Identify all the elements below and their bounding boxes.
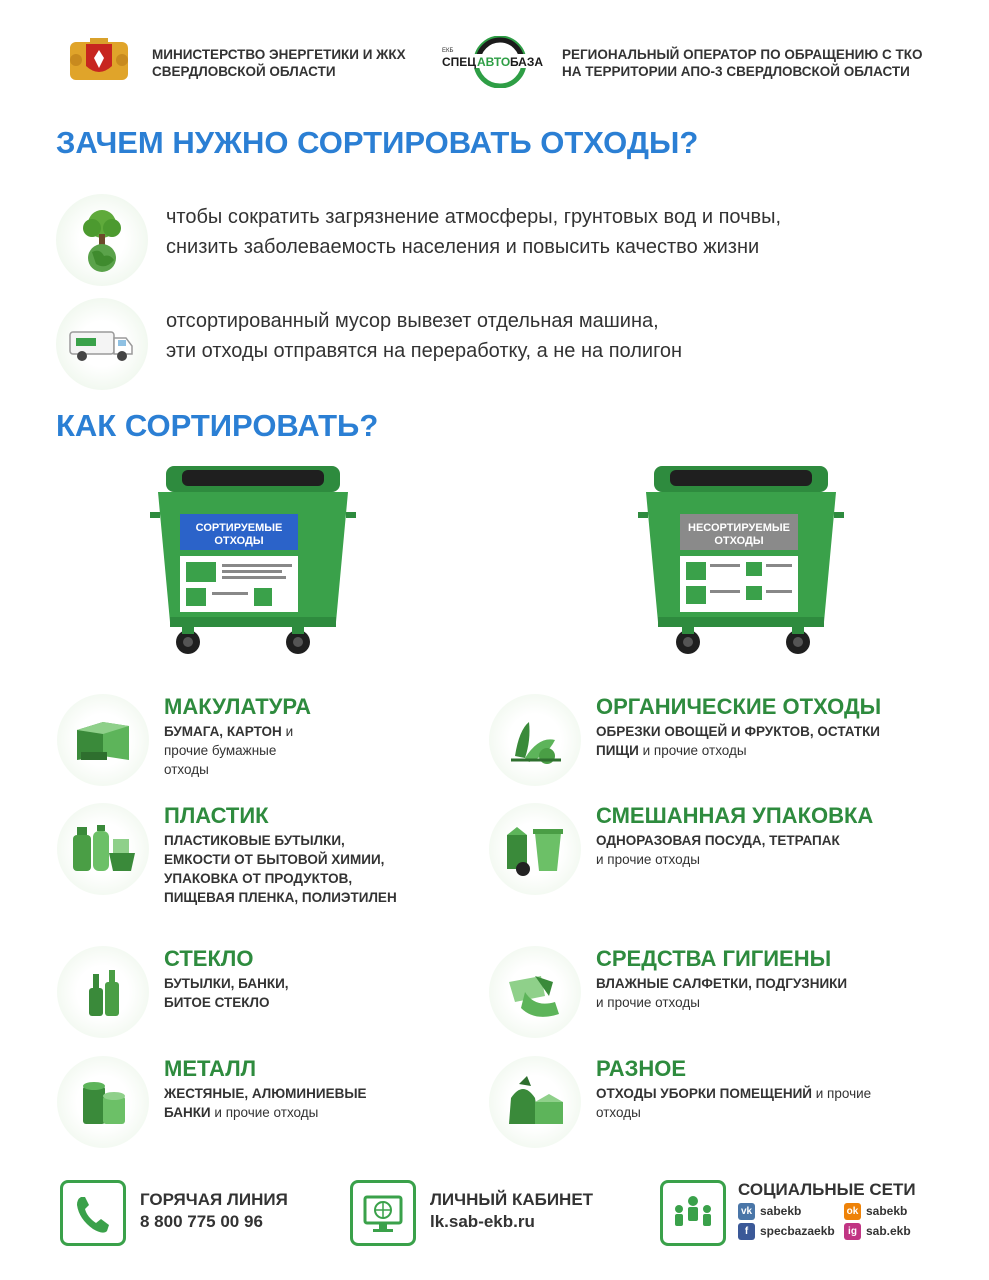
social-handle: sabekb: [866, 1204, 908, 1218]
category-title: МЕТАЛЛ: [164, 1056, 257, 1081]
category-title: СТЕКЛО: [164, 946, 254, 971]
why-title: ЗАЧЕМ НУЖНО СОРТИРОВАТЬ ОТХОДЫ?: [56, 125, 699, 160]
metal-icon: [63, 1062, 143, 1142]
category-description: [164, 722, 314, 779]
category-circle: [489, 803, 581, 895]
reason-circle: [56, 194, 148, 286]
category-circle: [57, 1056, 149, 1148]
misc-icon: [495, 1062, 575, 1142]
monitor-globe-icon: [353, 1183, 413, 1243]
category-extra: и прочие отходы: [642, 743, 747, 758]
logo-text-baza: БАЗА: [510, 55, 544, 69]
reason-line: чтобы сократить загрязнение атмосферы, грунтовых вод и почвы,: [166, 206, 782, 228]
bin-label-line-1: СОРТИРУЕМЫЕ: [195, 522, 283, 534]
operator-line-2: НА ТЕРРИТОРИИ АПО-3 СВЕРДЛОВСКОЙ ОБЛАСТИ: [562, 64, 910, 79]
category-description: [596, 722, 906, 760]
paper-icon: [63, 700, 143, 780]
category-paper: [57, 694, 487, 794]
sorted-waste-bin: [148, 462, 358, 662]
social-link-facebook[interactable]: [738, 1222, 835, 1240]
bin-label-line-2: ОТХОДЫ: [214, 535, 264, 547]
category-items: БУТЫЛКИ, БАНКИ, БИТОЕ СТЕКЛО: [164, 976, 289, 1010]
footer-cabinet[interactable]: [350, 1178, 630, 1248]
category-extra: и прочие бумажные отходы: [164, 724, 294, 777]
social-link-vk[interactable]: [738, 1202, 801, 1220]
monitor-icon-frame: [350, 1180, 416, 1246]
plastic-icon: [63, 809, 143, 889]
hotline-number[interactable]: 8 800 775 00 96: [140, 1212, 263, 1231]
ok-icon: ok: [844, 1203, 861, 1220]
category-misc: [489, 1056, 919, 1156]
logo-top-text: ЕКБ: [442, 48, 454, 54]
category-plastic: [57, 803, 487, 903]
category-title: РАЗНОЕ: [596, 1056, 687, 1081]
tree-globe-icon: [56, 194, 148, 286]
phone-icon-frame: [60, 1180, 126, 1246]
mixed-packaging-icon: [495, 809, 575, 889]
category-description: [164, 831, 404, 907]
category-title: СРЕДСТВА ГИГИЕНЫ: [596, 946, 832, 971]
reason-separate-truck: [56, 298, 936, 390]
facebook-icon: f: [738, 1223, 755, 1240]
reason-line: отсортированный мусор вывезет отдельная машина,: [166, 310, 659, 332]
social-handle: specbazaekb: [760, 1224, 835, 1238]
crest-icon: [66, 36, 132, 82]
category-metal: [57, 1056, 487, 1156]
category-description: [596, 831, 906, 869]
category-items: ЖЕСТЯНЫЕ, АЛЮМИНИЕВЫЕ БАНКИ: [164, 1086, 367, 1120]
reason-line: эти отходы отправятся на переработку, а не на полигон: [166, 340, 683, 362]
category-items: ОДНОРАЗОВАЯ ПОСУДА, ТЕТРАПАК: [596, 833, 840, 848]
category-circle: [57, 694, 149, 786]
footer-hotline[interactable]: [60, 1178, 320, 1248]
category-items: ПЛАСТИКОВЫЕ БУТЫЛКИ, ЕМКОСТИ ОТ БЫТОВОЙ ХИМИИ, УПАКОВКА ОТ ПРОДУКТОВ, ПИЩЕВАЯ ПЛЕНКА, ПОЛИЭТИЛЕН: [164, 833, 397, 905]
logo-text-avto: АВТО: [477, 55, 511, 69]
footer-social: [660, 1178, 960, 1248]
reason-text: [166, 202, 781, 262]
operator-line-1: РЕГИОНАЛЬНЫЙ ОПЕРАТОР ПО ОБРАЩЕНИЮ С ТКО: [562, 47, 923, 62]
category-items: ОТХОДЫ УБОРКИ ПОМЕЩЕНИЙ: [596, 1086, 812, 1101]
reason-line: снизить заболеваемость населения и повысить качество жизни: [166, 236, 760, 258]
category-items: ВЛАЖНЫЕ САЛФЕТКИ, ПОДГУЗНИКИ: [596, 976, 848, 991]
social-handle: sab.ekb: [866, 1224, 911, 1238]
category-description: [596, 1084, 906, 1122]
glass-icon: [63, 952, 143, 1032]
category-mixed-packaging: [489, 803, 919, 903]
category-circle: [57, 946, 149, 1038]
people-network-icon: [663, 1183, 723, 1243]
specavtobaza-logo: [438, 36, 548, 88]
social-link-instagram[interactable]: [844, 1222, 911, 1240]
people-icon-frame: [660, 1180, 726, 1246]
bin-label-line-2: ОТХОДЫ: [714, 535, 764, 547]
category-extra: и прочие отходы: [596, 1086, 872, 1120]
vk-icon: vk: [738, 1203, 755, 1220]
unsorted-waste-bin: [636, 462, 846, 662]
phone-icon: [63, 1183, 123, 1243]
category-extra: и прочие отходы: [214, 1105, 319, 1120]
how-title: КАК СОРТИРОВАТЬ?: [56, 408, 379, 443]
social-label: СОЦИАЛЬНЫЕ СЕТИ: [738, 1180, 916, 1199]
category-glass: [57, 946, 487, 1046]
category-description: [596, 974, 906, 1012]
logo-text-spec: СПЕЦ: [442, 55, 477, 69]
instagram-icon: ig: [844, 1223, 861, 1240]
garbage-truck-icon: [56, 298, 148, 390]
reason-circle: [56, 298, 148, 390]
hotline-label: ГОРЯЧАЯ ЛИНИЯ: [140, 1190, 288, 1209]
category-circle: [489, 1056, 581, 1148]
category-circle: [489, 694, 581, 786]
category-circle: [489, 946, 581, 1038]
cabinet-url[interactable]: lk.sab-ekb.ru: [430, 1212, 535, 1231]
bin-label-line-1: НЕСОРТИРУЕМЫЕ: [688, 522, 790, 534]
category-items: ОБРЕЗКИ ОВОЩЕЙ И ФРУКТОВ, ОСТАТКИ ПИЩИ: [596, 724, 881, 758]
operator-name: [562, 46, 962, 80]
reason-text: [166, 306, 682, 366]
category-items: БУМАГА, КАРТОН: [164, 724, 282, 739]
cabinet-label: ЛИЧНЫЙ КАБИНЕТ: [430, 1190, 594, 1209]
category-circle: [57, 803, 149, 895]
category-title: СМЕШАННАЯ УПАКОВКА: [596, 803, 874, 828]
ministry-name: [152, 46, 422, 80]
category-title: МАКУЛАТУРА: [164, 694, 312, 719]
category-extra: и прочие отходы: [596, 995, 700, 1010]
header: [0, 0, 989, 110]
ministry-line-2: СВЕРДЛОВСКОЙ ОБЛАСТИ: [152, 64, 336, 79]
category-organic: [489, 694, 919, 794]
organic-icon: [495, 700, 575, 780]
category-title: ПЛАСТИК: [164, 803, 269, 828]
social-handle: sabekb: [760, 1204, 802, 1218]
reason-pollution: [56, 194, 936, 286]
category-description: [164, 1084, 394, 1122]
category-title: ОРГАНИЧЕСКИЕ ОТХОДЫ: [596, 694, 882, 719]
category-extra: и прочие отходы: [596, 852, 700, 867]
social-link-ok[interactable]: [844, 1202, 907, 1220]
category-description: [164, 974, 314, 1012]
category-hygiene: [489, 946, 919, 1046]
hygiene-icon: [495, 952, 575, 1032]
ministry-line-1: МИНИСТЕРСТВО ЭНЕРГЕТИКИ И ЖКХ: [152, 47, 406, 62]
